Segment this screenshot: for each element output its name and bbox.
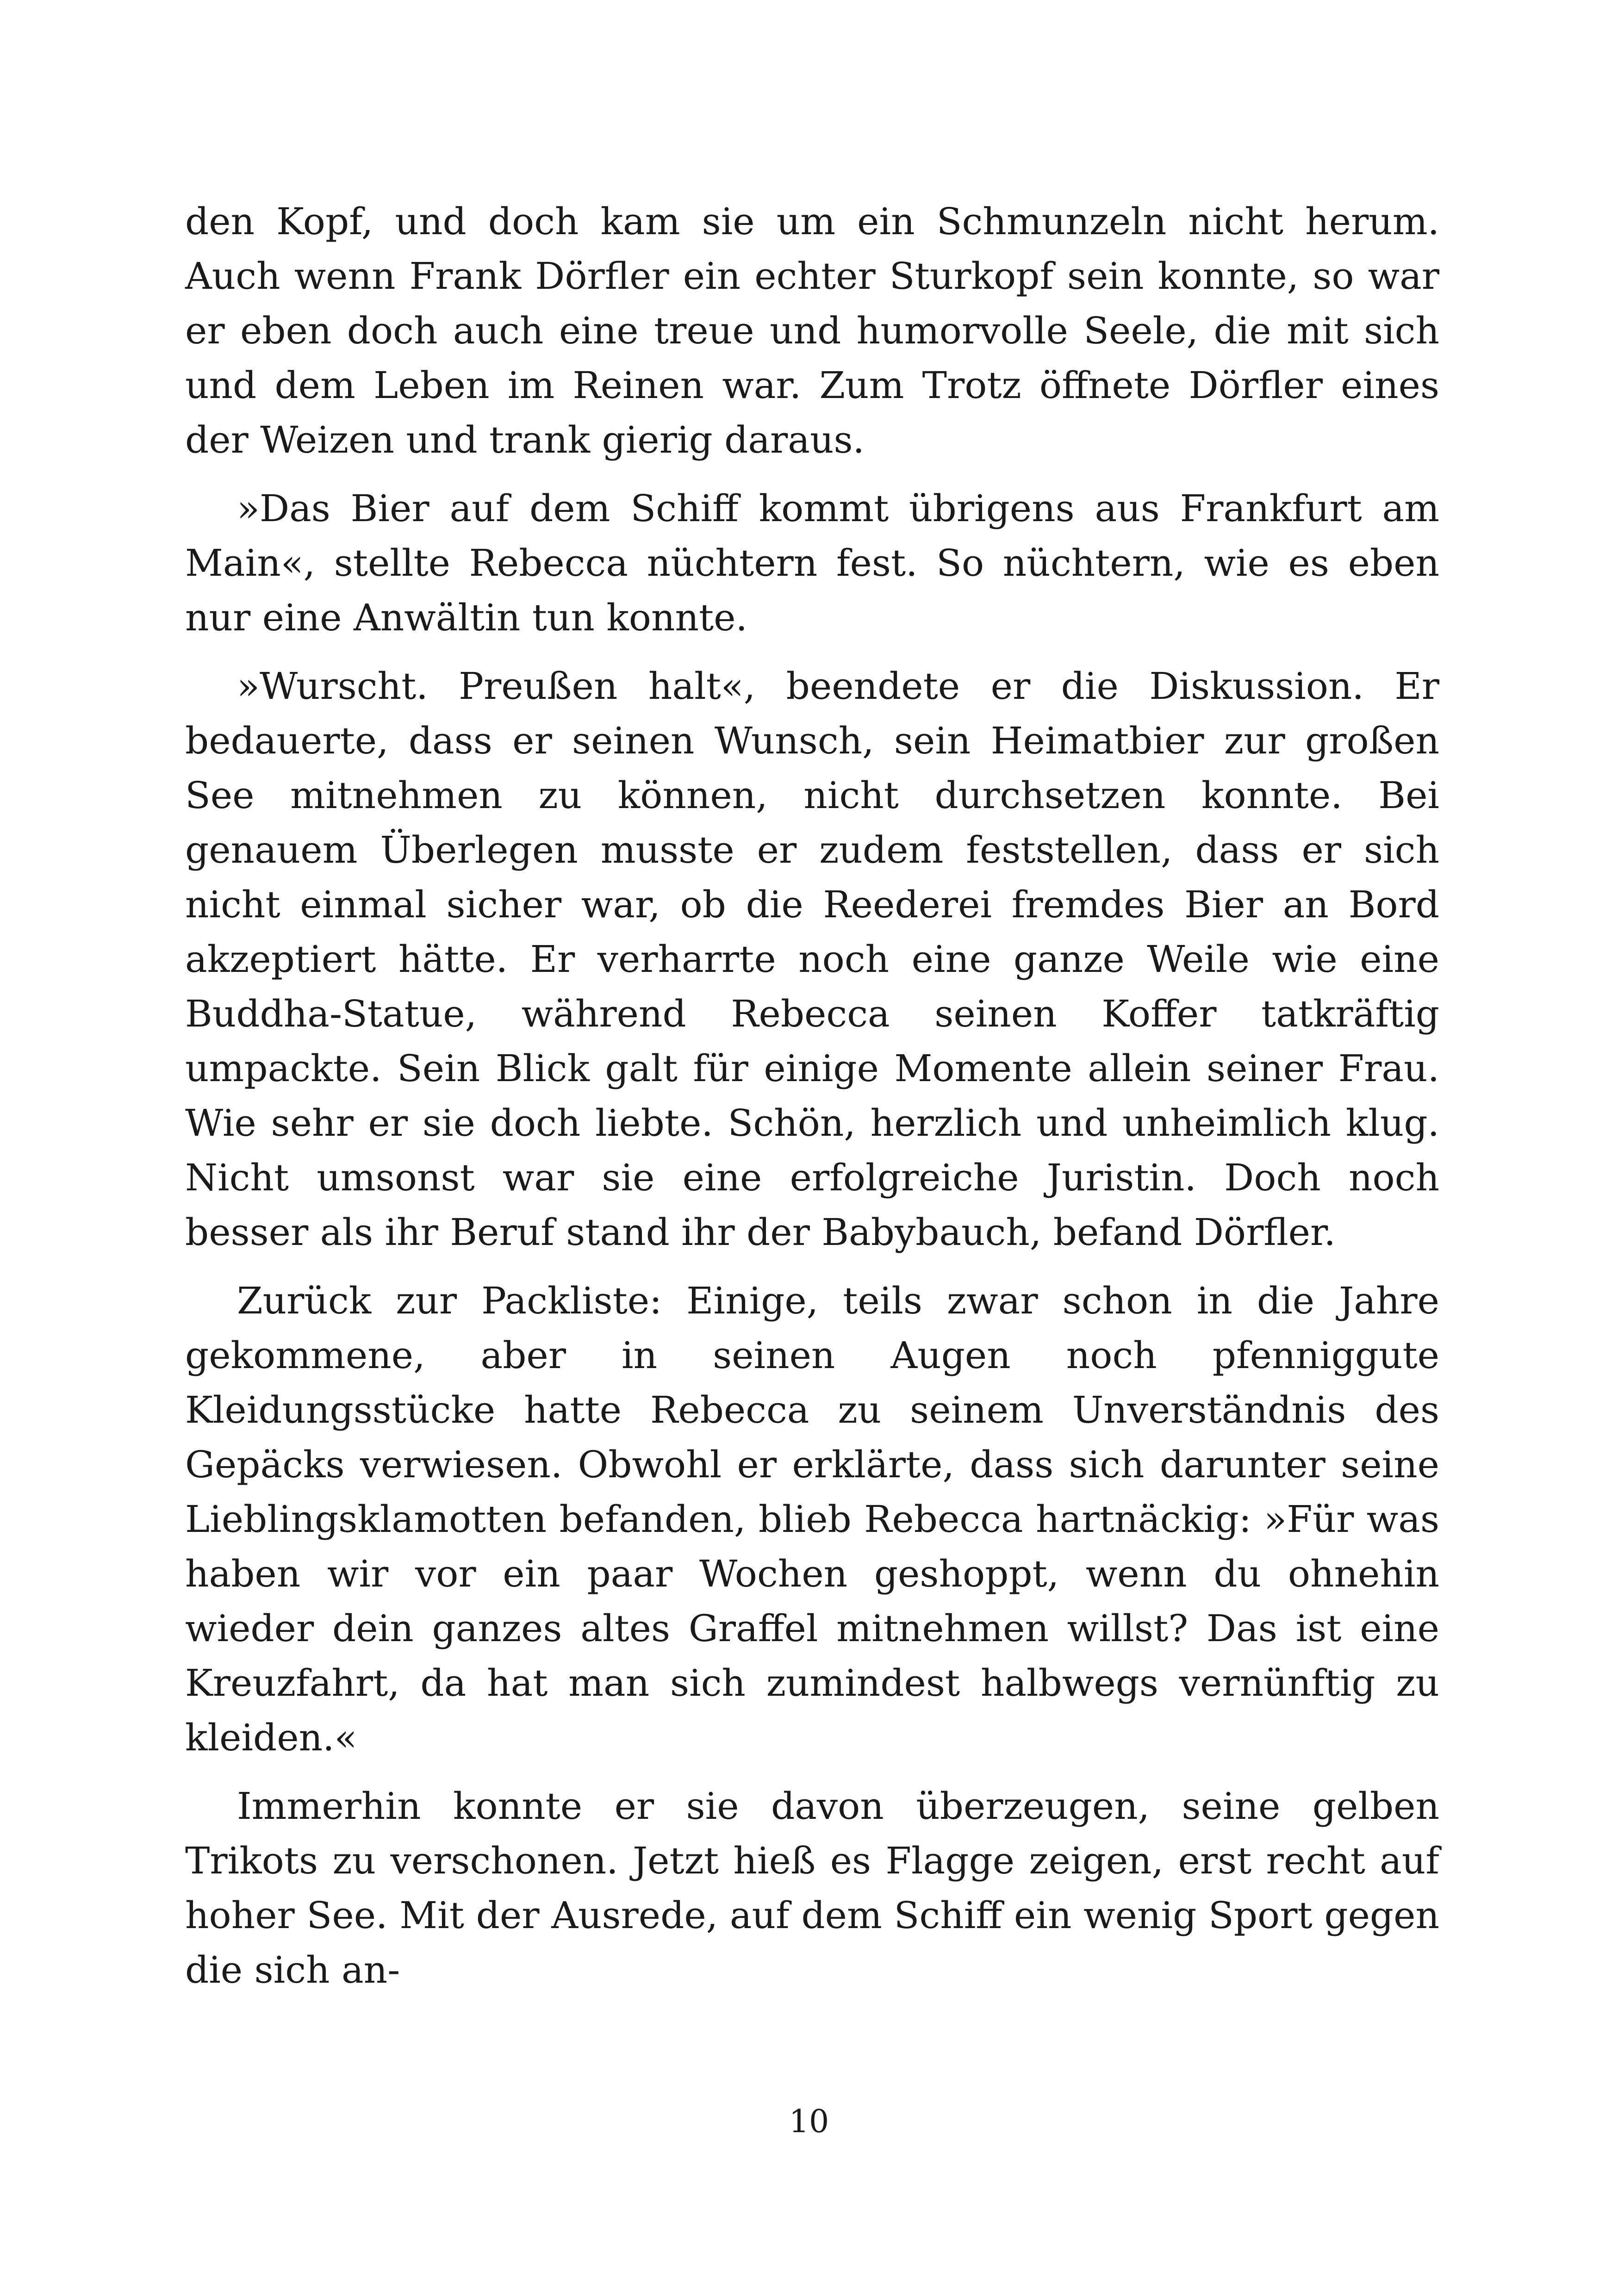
paragraph-3: »Wurscht. Preußen halt«, beendete er die Diskussion. Er bedauerte, dass er seinen Wunsch, sein Heimatbier zur großen See mitnehmen zu können, nicht durchsetzen konnte. Bei genauem Überlegen musste er zudem feststellen, dass er sich nicht einmal sicher war, ob die Reederei fremdes Bier an Bord akzeptiert hätte. Er verharrte noch eine ganze Weile wie eine Buddha-Statue, während Rebecca seinen Koffer tatkräftig umpackte. Sein Blick galt für einige Momente allein seiner Frau. Wie sehr er sie doch liebte. Schön, herzlich und unheimlich klug. Nicht umsonst war sie eine erfolgreiche Juristin. Doch noch besser als ihr Beruf stand ihr der Babybauch, befand Dörfler. (185, 665, 1439, 1254)
paragraph-1: den Kopf, und doch kam sie um ein Schmunzeln nicht herum. Auch wenn Frank Dörfler ein echter Sturkopf sein konnte, so war er eben doch auch eine treue und humorvolle Seele, die mit sich und dem Leben im Reinen war. Zum Trotz öffnete Dörfler eines der Weizen und trank gierig daraus. (185, 200, 1439, 461)
body-text (185, 194, 1439, 2011)
paragraph-4: Zurück zur Packliste: Einige, teils zwar schon in die Jahre gekommene, aber in seinen Augen noch pfenniggute Kleidungsstücke hatte Rebecca zu seinem Unverständnis des Gepäcks verwiesen. Obwohl er erklärte, dass sich darunter seine Lieblingsklamotten befanden, blieb Rebecca hartnäckig: »Für was haben wir vor ein paar Wochen geshoppt, wenn du ohnehin wieder dein ganzes altes Graffel mitnehmen willst? Das ist eine Kreuzfahrt, da hat man sich zumindest halbwegs vernünftig zu kleiden.« (185, 1279, 1439, 1759)
page-number: 10 (789, 2103, 829, 2140)
paragraph-5: Immerhin konnte er sie davon überzeugen, seine gelben Trikots zu verschonen. Jetzt hieß es Flagge zeigen, erst recht auf hoher See. Mit der Ausrede, auf dem Schiff ein wenig Sport gegen die sich an- (185, 1785, 1439, 1991)
paragraph-2: »Das Bier auf dem Schiff kommt übrigens aus Frankfurt am Main«, stellte Rebecca nüchtern fest. So nüchtern, wie es eben nur eine Anwältin tun konnte. (185, 487, 1439, 639)
